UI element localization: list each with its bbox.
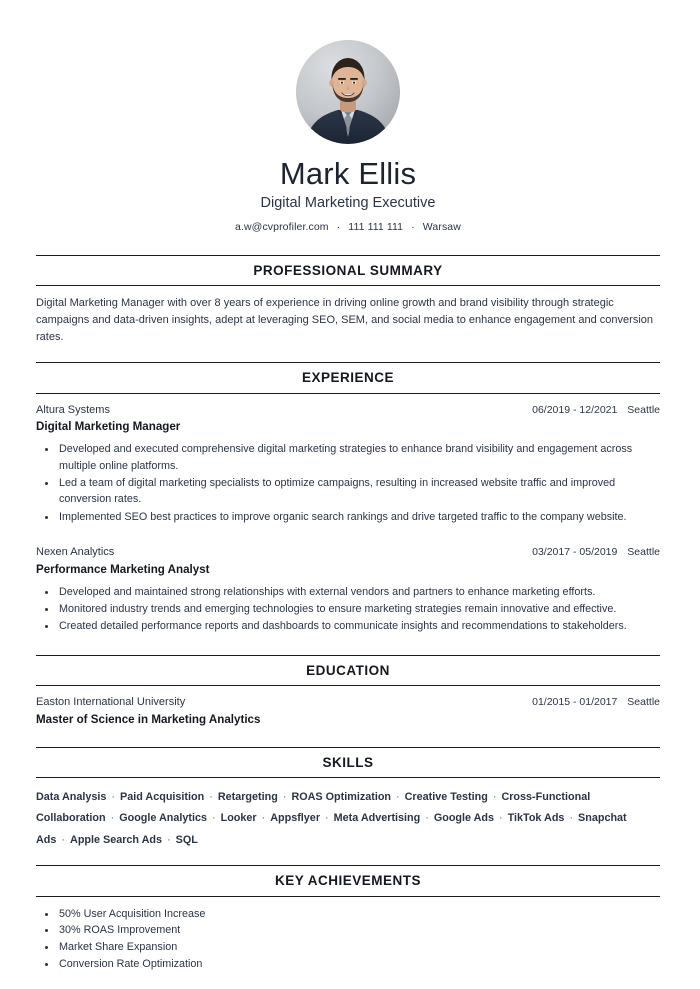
entry-location: Seattle bbox=[627, 403, 660, 416]
job-title-subtitle: Digital Marketing Executive bbox=[260, 194, 436, 211]
skill-separator-icon: · bbox=[425, 812, 429, 825]
avatar-photo bbox=[296, 40, 400, 144]
skill-separator-icon: · bbox=[261, 812, 266, 825]
entry-header bbox=[36, 545, 660, 560]
list-item: • Led a team of digital marketing specialists to optimize campaigns, resulting in increased website traffic and improved conversion rates. bbox=[57, 475, 660, 508]
section-content bbox=[36, 286, 660, 362]
degree-title: Master of Science in Marketing Analytics bbox=[36, 712, 261, 726]
skill-item: Snapchat Ads bbox=[36, 812, 627, 846]
skill-item: ROAS Optimization bbox=[291, 790, 392, 803]
skill-separator-icon: · bbox=[111, 790, 116, 803]
section-content bbox=[36, 897, 660, 973]
skill-item: Google Ads bbox=[433, 812, 495, 825]
contact-phone[interactable]: 111 111 111 bbox=[348, 221, 404, 234]
job-title: Digital Marketing Manager bbox=[36, 420, 181, 434]
skill-separator-icon: · bbox=[212, 812, 216, 825]
list-item: • Conversion Rate Optimization bbox=[57, 956, 660, 973]
employer-name: Altura Systems bbox=[36, 403, 110, 416]
skill-item: TikTok Ads bbox=[507, 812, 565, 825]
entry-dates: 01/2015 - 01/2017 bbox=[532, 696, 618, 709]
entry-spacer bbox=[36, 730, 660, 747]
contact-line bbox=[36, 221, 660, 233]
list-item: • 50% User Acquisition Increase bbox=[57, 906, 660, 923]
entry-meta bbox=[532, 695, 660, 709]
section-heading: SKILLS bbox=[322, 754, 374, 770]
summary-paragraph: Digital Marketing Manager with over 8 years of experience in driving online growth and brand visibility through strategic campaigns and data-driven insights, adept at leveraging SEO, SEM, and social media to enhance engagement and conversion rates. bbox=[36, 297, 653, 344]
skill-item: Appsflyer bbox=[270, 812, 321, 825]
list-item: • Monitored industry trends and emerging technologies to ensure marketing strategies remain innovative and effective. bbox=[57, 601, 660, 617]
skill-item: Creative Testing bbox=[404, 790, 488, 803]
skills-list bbox=[36, 787, 660, 866]
section-content bbox=[36, 394, 660, 655]
achievements-list bbox=[36, 906, 660, 973]
skill-item: Cross-Functional Collaboration bbox=[36, 790, 591, 825]
list-item: • Developed and executed comprehensive digital marketing strategies to enhance brand visibility and engagement across multiple online platforms. bbox=[57, 441, 660, 474]
entry-dates: 06/2019 - 12/2021 bbox=[532, 403, 618, 416]
list-item: • Developed and maintained strong relationships with external vendors and partners to enhance marketing efforts. bbox=[57, 584, 660, 600]
education-entry bbox=[36, 695, 660, 729]
contact-separator-icon: · bbox=[336, 221, 341, 234]
skill-separator-icon: · bbox=[167, 833, 171, 846]
skill-separator-icon: · bbox=[492, 790, 497, 803]
job-title: Performance Marketing Analyst bbox=[36, 562, 210, 576]
entry-spacer bbox=[36, 528, 660, 545]
section-key-achievements bbox=[36, 865, 660, 972]
responsibility-list bbox=[36, 584, 660, 635]
list-item: • Market Share Expansion bbox=[57, 939, 660, 956]
section-education bbox=[36, 655, 660, 747]
list-item: • 30% ROAS Improvement bbox=[57, 922, 660, 939]
skill-separator-icon: · bbox=[110, 812, 115, 825]
skill-item: Looker bbox=[220, 812, 257, 825]
section-content bbox=[36, 778, 660, 866]
skill-item: Paid Acquisition bbox=[120, 790, 205, 803]
contact-separator-icon: · bbox=[411, 221, 415, 234]
avatar bbox=[296, 40, 400, 144]
entry-meta bbox=[532, 403, 660, 417]
experience-entry bbox=[36, 403, 660, 529]
list-item: • Implemented SEO best practices to improve organic search rankings and drive targeted traffic to the company website. bbox=[57, 509, 660, 525]
resume-header bbox=[36, 0, 660, 233]
skill-item: Google Analytics bbox=[119, 812, 207, 825]
section-skills bbox=[36, 747, 660, 866]
skill-separator-icon: · bbox=[569, 812, 574, 825]
skill-separator-icon: · bbox=[499, 812, 503, 825]
section-experience bbox=[36, 362, 660, 654]
experience-entry bbox=[36, 545, 660, 638]
section-heading: PROFESSIONAL SUMMARY bbox=[253, 263, 443, 279]
skill-separator-icon: · bbox=[396, 790, 400, 803]
skill-item: Apple Search Ads bbox=[70, 833, 163, 846]
skill-item: SQL bbox=[175, 833, 198, 846]
list-item: • Created detailed performance reports and dashboards to communicate insights and recommendations to stakeholders. bbox=[57, 618, 660, 634]
entry-location: Seattle bbox=[627, 696, 660, 709]
skill-separator-icon: · bbox=[282, 790, 287, 803]
section-heading: KEY ACHIEVEMENTS bbox=[274, 873, 422, 889]
school-name: Easton International University bbox=[36, 696, 186, 709]
employer-name: Nexen Analytics bbox=[36, 546, 115, 559]
section-heading: EDUCATION bbox=[306, 662, 390, 678]
entry-header bbox=[36, 695, 660, 710]
page-title: Mark Ellis bbox=[279, 156, 417, 191]
entry-header bbox=[36, 403, 660, 418]
skill-separator-icon: · bbox=[209, 790, 213, 803]
contact-email[interactable]: a.w@cvprofiler.com bbox=[235, 221, 329, 234]
skill-separator-icon: · bbox=[61, 833, 66, 846]
entry-location: Seattle bbox=[627, 546, 660, 559]
skill-item: Retargeting bbox=[217, 790, 278, 803]
section-heading: EXPERIENCE bbox=[301, 370, 395, 386]
section-content bbox=[36, 686, 660, 746]
entry-dates: 03/2017 - 05/2019 bbox=[532, 546, 618, 559]
responsibility-list bbox=[36, 441, 660, 525]
skill-item: Data Analysis bbox=[36, 790, 107, 803]
entry-meta bbox=[532, 545, 660, 559]
entry-spacer bbox=[36, 638, 660, 655]
contact-location: Warsaw bbox=[422, 221, 461, 234]
skill-separator-icon: · bbox=[325, 812, 329, 825]
skill-item: Meta Advertising bbox=[333, 812, 421, 825]
section-professional-summary bbox=[36, 255, 660, 362]
